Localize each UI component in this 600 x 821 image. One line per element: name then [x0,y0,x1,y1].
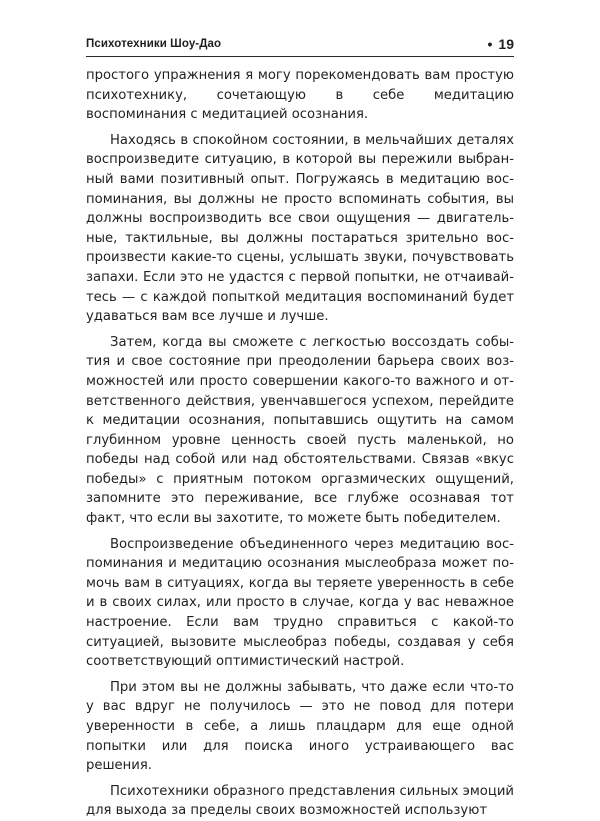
paragraph: При этом вы не должны забывать, что даже если что-то у вас вдруг не получилось — это не повод для потери уверенности в себе, а лишь плацдарм для еще одной попытки или для поиска иного устраивающего вас решения. [86,679,514,774]
page-number: 19 [498,36,514,52]
paragraph-continuation: простого упражнения я могу порекомендовать вам простую психотехнику, сочетающую в себе медитацию воспоминания с медитацией осознания. [86,68,514,123]
running-title: Психотехники Шоу-Дао [86,38,222,50]
paragraph-truncated: Психотехники образного представления сильных эмоций для выхода за пределы своих возможностей используют [86,783,514,819]
page-folio [488,36,514,52]
paragraph: Затем, когда вы сможете с легкостью воссоздать события и свое состояние при преодолении барьера своих возможностей или просто совершении какого-то важного и ответственного действия, увенчавшегося успехом, перейдите к медитации осознания, попытавшись ощутить на самом глубинном уровне ценность своей пусть маленькой, но победы над собой или над обстоятельствами. Связав «вкус победы» с приятным потоком оргазмических ощущений, запомните это переживание, все глубже осознавая тот факт, что если вы захотите, то можете быть победителем. [86,334,514,527]
running-header [86,32,514,57]
body-text [86,66,514,821]
folio-bullet: • [487,36,493,52]
paragraph: Находясь в спокойном состоянии, в мельчайших деталях воспроизведите ситуацию, в которой вы пережили выбранный вами позитивный опыт. Погружаясь в медитацию воспоминания, вы должны не просто вспоминать события, вы должны воспроизводить все свои ощущения — двигательные, тактильные, вы должны постараться зрительно воспроизвести какие-то сцены, услышать звуки, почувствовать запахи. Если это не удастся с первой попытки, не отчаивайтесь — с каждой попыткой медитация воспоминаний будет удаваться вам все лучше и лучше. [86,132,514,325]
paragraph: Воспроизведение объединенного через медитацию воспоминания и медитацию осознания мыслеобраза может помочь вам в ситуациях, когда вы теряете уверенность в себе и в своих силах, или просто в случае, когда у вас неважное настроение. Если вам трудно справиться с какой-то ситуацией, вызовите мыслеобраз победы, создавая у себя соответствующий оптимистический настрой. [86,536,514,670]
